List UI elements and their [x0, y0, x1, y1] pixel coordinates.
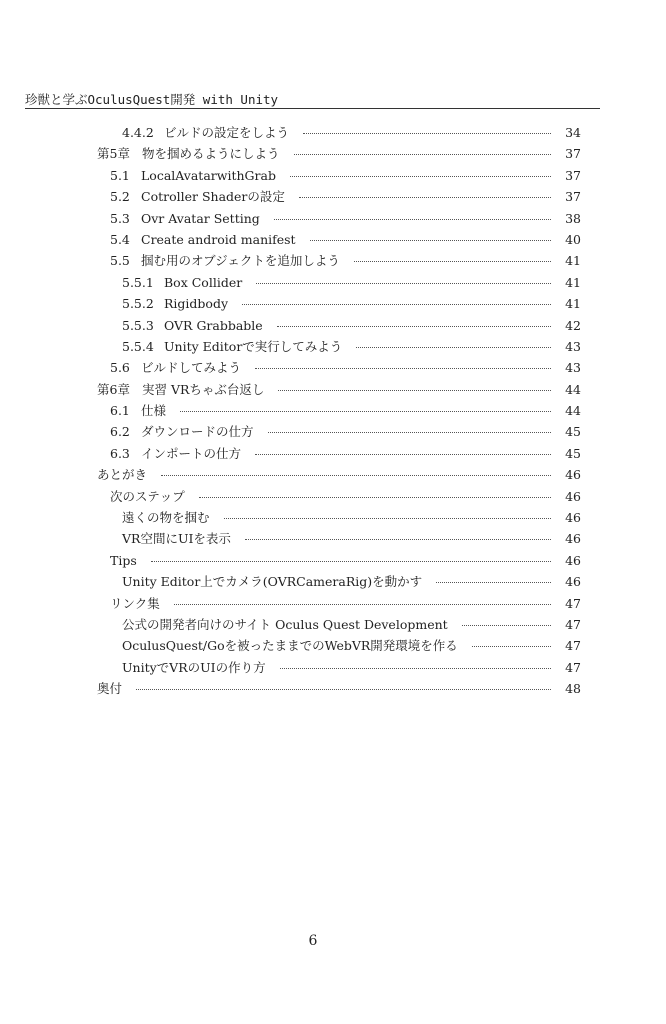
toc-entry[interactable]	[0, 122, 666, 143]
toc-entry-page: 38	[565, 210, 581, 226]
toc-entry-title: OVR Grabbable	[164, 317, 263, 333]
toc-entry-label	[122, 293, 228, 314]
dot-leader	[255, 368, 551, 369]
page-number: 6	[308, 933, 318, 949]
toc-entry-title: ビルドの設定をしよう	[164, 124, 290, 140]
dot-leader	[462, 625, 551, 626]
toc-entry-number: 5.5.1	[122, 274, 154, 290]
toc-entry-page: 44	[565, 381, 581, 397]
dot-leader	[280, 668, 551, 669]
toc-entry-title: 掴む用のオブジェクトを追加しよう	[141, 253, 340, 269]
toc-entry-page: 40	[565, 231, 581, 247]
toc-entry[interactable]	[0, 464, 666, 485]
dot-leader	[174, 604, 551, 605]
toc-entry-label	[122, 528, 231, 549]
running-header: 珍獣と学ぶOculusQuest開発 with Unity	[25, 92, 600, 109]
toc-entry[interactable]	[0, 208, 666, 229]
toc-entry-number: 5.6	[110, 360, 130, 376]
toc-entry-label	[110, 421, 254, 442]
toc-entry-label	[110, 443, 241, 464]
dot-leader	[256, 283, 551, 284]
toc-entry-page: 41	[565, 296, 581, 312]
toc-entry-page: 37	[565, 167, 581, 183]
toc-entry-title: 奥付	[97, 681, 123, 697]
toc-entry-title: VR空間にUIを表示	[122, 531, 231, 547]
toc-entry-label	[110, 186, 285, 207]
toc-entry[interactable]	[0, 229, 666, 250]
toc-entry-label	[97, 678, 122, 699]
dot-leader	[268, 432, 551, 433]
toc-entry[interactable]	[0, 678, 666, 699]
toc-entry[interactable]	[0, 336, 666, 357]
toc-entry[interactable]	[0, 635, 666, 656]
toc-entry-label	[97, 379, 264, 400]
dot-leader	[242, 304, 551, 305]
toc-entry-title: 仕様	[141, 403, 167, 419]
toc-entry-page: 47	[565, 659, 581, 675]
toc-entry-page: 42	[565, 317, 581, 333]
toc-entry-page: 45	[565, 424, 581, 440]
toc-entry-label	[110, 357, 241, 378]
toc-entry-number: 第6章	[97, 381, 130, 397]
toc-entry[interactable]	[0, 571, 666, 592]
toc-entry-title: 実習 VRちゃぶ台返し	[142, 381, 265, 397]
toc-entry-title: ダウンロードの仕方	[141, 424, 254, 440]
toc-entry-title: UnityでVRのUIの作り方	[122, 659, 266, 675]
toc-entry-page: 45	[565, 445, 581, 461]
toc-entry[interactable]	[0, 357, 666, 378]
toc-entry-page: 37	[565, 189, 581, 205]
toc-entry-label	[122, 272, 242, 293]
toc-entry-page: 46	[565, 488, 581, 504]
toc-entry-page: 43	[565, 338, 581, 354]
toc-entry-title: 公式の開発者向けのサイト Oculus Quest Development	[122, 616, 448, 632]
toc-entry-label	[122, 122, 289, 143]
toc-entry-label	[110, 593, 160, 614]
toc-entry-label	[110, 165, 276, 186]
toc-entry[interactable]	[0, 486, 666, 507]
toc-entry[interactable]	[0, 507, 666, 528]
table-of-contents	[0, 122, 666, 700]
toc-entry-title: Box Collider	[164, 274, 243, 290]
toc-entry[interactable]	[0, 528, 666, 549]
toc-entry-page: 46	[565, 531, 581, 547]
toc-entry[interactable]	[0, 143, 666, 164]
toc-entry-number: 6.3	[110, 445, 130, 461]
toc-entry-title: Cotroller Shaderの設定	[141, 189, 285, 205]
toc-entry-label	[122, 657, 266, 678]
dot-leader	[354, 261, 551, 262]
toc-entry-label	[122, 507, 210, 528]
toc-entry[interactable]	[0, 593, 666, 614]
dot-leader	[278, 390, 551, 391]
toc-entry-number: 5.3	[110, 210, 130, 226]
dot-leader	[472, 646, 551, 647]
toc-entry-title: 遠くの物を掴む	[122, 510, 210, 526]
toc-entry-number: 5.1	[110, 167, 130, 183]
toc-entry-title: Create android manifest	[141, 231, 296, 247]
toc-entry-label	[110, 229, 296, 250]
toc-entry[interactable]	[0, 379, 666, 400]
toc-entry[interactable]	[0, 421, 666, 442]
dot-leader	[356, 347, 551, 348]
dot-leader	[245, 539, 551, 540]
toc-entry-title: あとがき	[97, 467, 148, 483]
toc-entry-title: OculusQuest/Goを被ったままでのWebVR開発環境を作る	[122, 638, 458, 654]
toc-entry-page: 41	[565, 253, 581, 269]
toc-entry-number: 5.5.3	[122, 317, 154, 333]
toc-entry-title: Tips	[110, 552, 137, 568]
toc-entry[interactable]	[0, 272, 666, 293]
dot-leader	[310, 240, 551, 241]
toc-entry-number: 5.4	[110, 231, 130, 247]
toc-entry-title: 次のステップ	[110, 488, 185, 504]
toc-entry-page: 47	[565, 595, 581, 611]
dot-leader	[224, 518, 551, 519]
toc-entry-label	[110, 208, 260, 229]
toc-entry-number: 6.2	[110, 424, 130, 440]
toc-entry-number: 5.2	[110, 189, 130, 205]
toc-entry-label	[97, 464, 147, 485]
toc-entry-page: 43	[565, 360, 581, 376]
toc-entry-label	[110, 400, 166, 421]
toc-entry[interactable]	[0, 186, 666, 207]
dot-leader	[151, 561, 551, 562]
dot-leader	[136, 689, 551, 690]
dot-leader	[161, 475, 551, 476]
toc-entry[interactable]	[0, 250, 666, 271]
dot-leader	[436, 582, 551, 583]
toc-entry-page: 47	[565, 616, 581, 632]
dot-leader	[303, 133, 551, 134]
dot-leader	[299, 197, 551, 198]
toc-entry-title: インポートの仕方	[141, 445, 242, 461]
dot-leader	[255, 454, 551, 455]
toc-entry-page: 46	[565, 467, 581, 483]
dot-leader	[199, 497, 551, 498]
toc-entry-title: Ovr Avatar Setting	[141, 210, 260, 226]
toc-entry-title: Unity Editorで実行してみよう	[164, 338, 343, 354]
toc-entry-page: 34	[565, 124, 581, 140]
toc-entry-page: 46	[565, 574, 581, 590]
toc-entry-label	[122, 336, 342, 357]
toc-entry-number: 5.5.2	[122, 296, 154, 312]
toc-entry[interactable]	[0, 165, 666, 186]
toc-entry-label	[122, 614, 448, 635]
toc-entry-label	[97, 143, 280, 164]
toc-entry-label	[122, 635, 458, 656]
toc-entry-label	[110, 250, 340, 271]
toc-entry-label	[122, 315, 263, 336]
toc-entry-page: 41	[565, 274, 581, 290]
toc-entry-number: 4.4.2	[122, 124, 154, 140]
toc-entry-page: 46	[565, 552, 581, 568]
toc-entry-page: 46	[565, 510, 581, 526]
toc-entry-page: 47	[565, 638, 581, 654]
toc-entry-title: Rigidbody	[164, 296, 229, 312]
toc-entry-number: 第5章	[97, 146, 130, 162]
toc-entry-number: 5.5	[110, 253, 130, 269]
toc-entry[interactable]	[0, 400, 666, 421]
toc-entry[interactable]	[0, 293, 666, 314]
toc-entry[interactable]	[0, 550, 666, 571]
toc-entry-label	[122, 571, 422, 592]
dot-leader	[294, 154, 551, 155]
toc-entry-title: Unity Editor上でカメラ(OVRCameraRig)を動かす	[122, 574, 423, 590]
toc-entry-label	[110, 550, 137, 571]
toc-entry-page: 44	[565, 403, 581, 419]
toc-entry-page: 48	[565, 681, 581, 697]
toc-entry-number: 6.1	[110, 403, 130, 419]
toc-entry-title: 物を掴めるようにしよう	[142, 146, 280, 162]
toc-entry[interactable]	[0, 657, 666, 678]
toc-entry-title: リンク集	[110, 595, 160, 611]
dot-leader	[277, 326, 551, 327]
toc-entry-title: ビルドしてみよう	[141, 360, 242, 376]
dot-leader	[274, 219, 551, 220]
toc-entry-page: 37	[565, 146, 581, 162]
toc-entry[interactable]	[0, 315, 666, 336]
toc-entry-label	[110, 486, 185, 507]
toc-entry-number: 5.5.4	[122, 338, 154, 354]
dot-leader	[290, 176, 551, 177]
dot-leader	[180, 411, 551, 412]
toc-entry[interactable]	[0, 614, 666, 635]
toc-entry-title: LocalAvatarwithGrab	[141, 167, 276, 183]
toc-entry[interactable]	[0, 443, 666, 464]
